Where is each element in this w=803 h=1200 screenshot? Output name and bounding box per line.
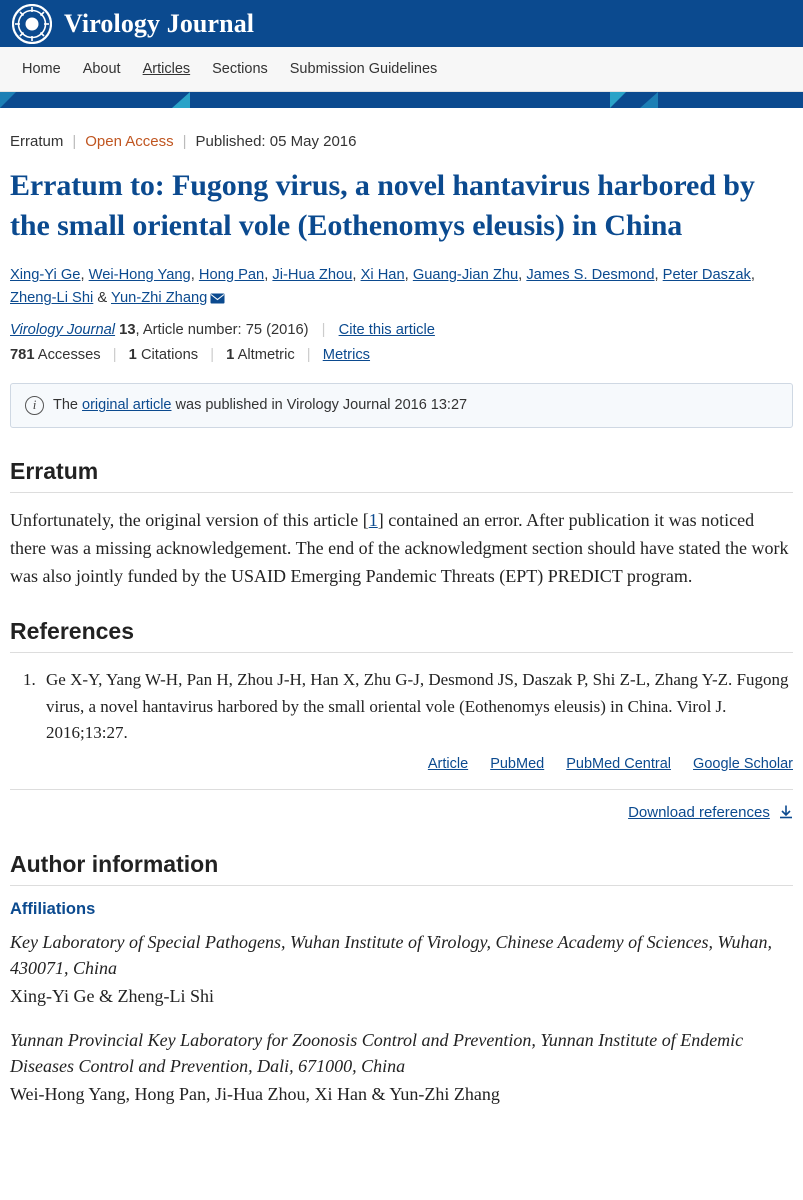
affiliations-heading: Affiliations <box>10 899 96 918</box>
references-heading: References <box>10 618 135 645</box>
page-title: Erratum to: Fugong virus, a novel hantavirus harbored by the small oriental vole (Eothenomys eleusis) in China <box>10 169 755 242</box>
nav-item-about[interactable]: About <box>82 61 121 77</box>
original-article-link[interactable]: original article <box>82 397 172 414</box>
erratum-text-before: Unfortunately, the original version of this article [ <box>10 509 369 530</box>
download-icon[interactable] <box>774 804 793 821</box>
info-icon: i <box>25 396 44 415</box>
main-nav <box>0 47 803 92</box>
nav-item-sections[interactable]: Sections <box>212 61 268 77</box>
nav-item-submission-guidelines[interactable]: Submission Guidelines <box>289 61 438 77</box>
author-link[interactable]: Hong Pan <box>198 266 265 283</box>
reference-text: Ge X-Y, Yang W-H, Pan H, Zhou J-H, Han X, Zhu G-J, Desmond JS, Daszak P, Shi Z-L, Zhang Y-Z. Fugong virus, a novel hantavirus harbored by the small oriental vole (Eothenomys eleusis) in China. Virol J. 2016;13:27. <box>46 670 789 743</box>
author-link[interactable]: Xing-Yi Ge <box>10 266 81 283</box>
notice-text <box>53 397 467 413</box>
author-link[interactable]: Yun-Zhi Zhang <box>111 290 208 307</box>
metrics-bar <box>10 347 793 363</box>
meta-divider-1: | <box>72 133 77 150</box>
article-meta <box>10 133 793 150</box>
affiliation-authors: Wei-Hong Yang, Hong Pan, Ji-Hua Zhou, Xi Han & Yun-Zhi Zhang <box>10 1084 500 1105</box>
nav-item-articles[interactable]: Articles <box>142 61 191 77</box>
altmetric-count: 1 <box>226 346 235 363</box>
section-rule <box>10 885 793 886</box>
inline-reference-link[interactable]: 1 <box>368 509 378 530</box>
author-link[interactable]: Guang-Jian Zhu <box>412 266 519 283</box>
author-link[interactable]: Peter Daszak <box>662 266 751 283</box>
notice-suffix: was published in Virology Journal 2016 13:27 <box>175 397 468 414</box>
author-ampersand: & <box>97 290 108 307</box>
envelope-icon[interactable] <box>210 289 225 313</box>
author-list: Xing-Yi Ge, Wei-Hong Yang, Hong Pan, Ji-Hua Zhou, Xi Han, Guang-Jian Zhu, James S. Desmond, Peter Daszak, Zheng-Li Shi & Yun-Zhi Zhang <box>10 264 793 313</box>
author-link[interactable]: Ji-Hua Zhou <box>272 266 353 283</box>
author-link[interactable]: James S. Desmond <box>526 266 655 283</box>
affiliation-name: Key Laboratory of Special Pathogens, Wuhan Institute of Virology, Chinese Academy of Sciences, Wuhan, 430071, China <box>10 931 773 979</box>
article-number: , Article number: 75 (2016) <box>135 321 309 338</box>
section-rule <box>10 652 793 653</box>
published-date: Published: 05 May 2016 <box>195 133 357 150</box>
author-link[interactable]: Xi Han <box>360 266 405 283</box>
metrics-divider-1: | <box>112 346 117 363</box>
notice-prefix: The <box>53 397 78 414</box>
list-item <box>40 667 793 775</box>
metrics-link[interactable]: Metrics <box>322 346 371 363</box>
erratum-text-after: ] contained an error. After publication it was noticed there was a missing acknowledgement. The end of the acknowledgment section should have stated the work was also jointly funded by the USAID Emerging Pandemic Threats (EPT) PREDICT program. <box>10 509 789 586</box>
reference-list <box>10 667 793 775</box>
altmetric-label: Altmetric <box>237 346 295 363</box>
author-link[interactable]: Zheng-Li Shi <box>10 290 94 307</box>
article-page <box>0 133 803 1108</box>
citations-count: 1 <box>128 346 137 363</box>
original-article-notice <box>10 383 793 428</box>
meta-divider-2: | <box>182 133 187 150</box>
metrics-divider-2: | <box>210 346 215 363</box>
accesses-label: Accesses <box>37 346 101 363</box>
journal-citation <box>10 322 793 338</box>
decorative-ribbon <box>0 92 803 108</box>
erratum-heading: Erratum <box>10 457 99 484</box>
reference-link-google-scholar[interactable]: Google Scholar <box>693 755 793 772</box>
accesses-count: 781 <box>10 346 35 363</box>
reference-links <box>46 753 793 775</box>
journal-name-link[interactable]: Virology Journal <box>10 321 116 338</box>
nav-item-home[interactable]: Home <box>22 61 61 77</box>
site-title: Virology Journal <box>64 8 255 38</box>
citations-label: Citations <box>140 346 199 363</box>
site-header <box>0 0 803 47</box>
affiliation-authors: Xing-Yi Ge & Zheng-Li Shi <box>10 986 214 1007</box>
cite-this-article-link[interactable]: Cite this article <box>338 321 435 338</box>
author-link[interactable]: Wei-Hong Yang <box>88 266 191 283</box>
metrics-divider-3: | <box>306 346 311 363</box>
download-references-row <box>10 789 793 821</box>
reference-link-article[interactable]: Article <box>427 755 469 772</box>
journal-volume: 13 <box>119 321 136 338</box>
citation-divider: | <box>321 321 326 338</box>
download-references-link[interactable]: Download references <box>628 803 770 821</box>
erratum-body <box>10 507 793 591</box>
author-information-heading: Author information <box>10 850 219 877</box>
journal-emblem-icon <box>12 4 52 44</box>
open-access-badge[interactable]: Open Access <box>85 133 174 150</box>
section-rule <box>10 492 793 493</box>
reference-link-pubmed-central[interactable]: PubMed Central <box>566 755 672 772</box>
article-type: Erratum <box>10 133 64 150</box>
affiliation-name: Yunnan Provincial Key Laboratory for Zoonosis Control and Prevention, Yunnan Institute of Endemic Diseases Control and Prevention, Dali, 671000, China <box>10 1030 744 1077</box>
reference-link-pubmed[interactable]: PubMed <box>490 755 545 772</box>
